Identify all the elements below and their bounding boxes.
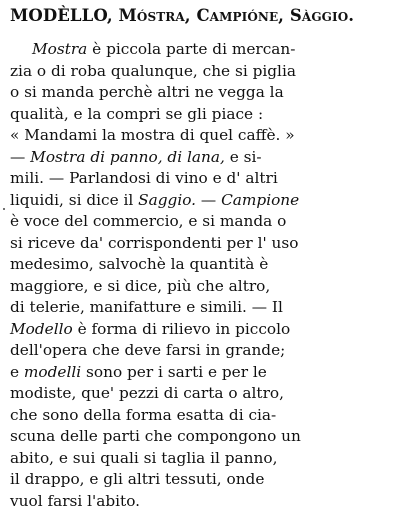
text-run: il drappo, e gli altri tessuti, onde: [10, 470, 264, 488]
entry-headword: [10, 6, 354, 26]
text-line: [10, 491, 406, 512]
text-run: medesimo, salvochè la quantità è: [10, 255, 268, 273]
headword-modello: MODÈLLO,: [10, 6, 113, 25]
text-run: di telerie, manifatture e simili. — Il: [10, 298, 283, 316]
text-run: maggiore, e si dice, più che altro,: [10, 277, 270, 295]
italic-term: modelli: [24, 363, 81, 381]
text-line: [10, 469, 406, 491]
text-run: qualità, e la compri se gli piace :: [10, 105, 263, 123]
text-run: zia o di roba qualunque, che si piglia: [10, 62, 296, 80]
text-line: [10, 125, 406, 147]
text-run: dell'opera che deve farsi in grande;: [10, 341, 285, 359]
text-run: che sono della forma esatta di cia-: [10, 406, 276, 424]
text-line: [10, 276, 406, 298]
text-line: [10, 104, 406, 126]
headword-campione: Campióne,: [196, 6, 284, 25]
text-line: [10, 254, 406, 276]
text-run: è forma di rilievo in piccolo: [73, 320, 291, 338]
text-run: e si-: [225, 148, 262, 166]
text-run: —: [196, 191, 221, 209]
text-line: [10, 61, 406, 83]
text-line: [10, 448, 406, 470]
text-line: [10, 39, 406, 61]
text-line: [10, 297, 406, 319]
text-run: liquidi, si dice il: [10, 191, 138, 209]
text-line: [10, 233, 406, 255]
italic-term: Saggio.: [138, 191, 196, 209]
text-run: vuol farsi l'abito.: [10, 492, 140, 510]
text-run: o si manda perchè altri ne vegga la: [10, 83, 284, 101]
print-speck: [3, 208, 5, 210]
text-line: [10, 405, 406, 427]
text-line: [10, 168, 406, 190]
text-line: [10, 147, 406, 169]
text-run: « Mandami la mostra di quel caffè. »: [10, 126, 295, 144]
headword-mostra: Móstra,: [119, 6, 191, 25]
text-line: [10, 362, 406, 384]
text-run: sono per i sarti e per le: [81, 363, 267, 381]
italic-term: Modello: [10, 320, 73, 338]
text-line: [10, 426, 406, 448]
text-line: [10, 82, 406, 104]
text-run: è voce del commercio, e si manda o: [10, 212, 286, 230]
italic-term: Campione: [221, 191, 299, 209]
entry-body: [10, 39, 406, 512]
text-run: mili. — Parlandosi di vino e d' altri: [10, 169, 278, 187]
text-run: è piccola parte di mercan-: [87, 40, 295, 58]
text-line: [10, 383, 406, 405]
text-run: si riceve da' corrispondenti per l' uso: [10, 234, 298, 252]
italic-term: Mostra: [32, 40, 87, 58]
text-run: modiste, que' pezzi di carta o altro,: [10, 384, 284, 402]
text-line: [10, 319, 406, 341]
headword-saggio: Sàggio.: [290, 6, 354, 25]
text-run: abito, e sui quali si taglia il panno,: [10, 449, 277, 467]
text-run: scuna delle parti che compongono un: [10, 427, 301, 445]
text-line: [10, 190, 406, 212]
text-run: e: [10, 363, 24, 381]
text-run: —: [10, 148, 30, 166]
text-line: [10, 340, 406, 362]
text-line: [10, 211, 406, 233]
italic-term: Mostra di panno, di lana,: [30, 148, 225, 166]
